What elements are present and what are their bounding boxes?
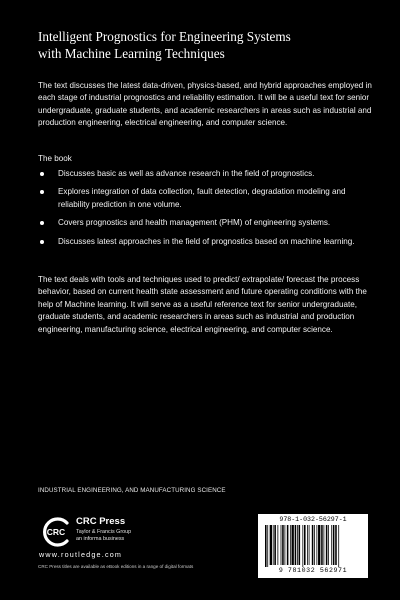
bullet-dot-icon — [40, 240, 44, 244]
bullet-text: Discusses basic as well as advance research in the field of prognostics. — [58, 169, 315, 178]
book-title-line-2: with Machine Learning Techniques — [38, 46, 225, 61]
publisher-group: Taylor & Francis Group — [76, 529, 132, 535]
book-title-line-1: Intelligent Prognostics for Engineering Systems — [38, 29, 291, 44]
book-title — [38, 28, 378, 62]
crc-logo-text: CRC — [46, 527, 66, 537]
bullet-item — [38, 168, 378, 180]
barcode-bars — [264, 525, 362, 567]
publisher-name: CRC Press — [76, 516, 126, 527]
bullet-text: Discusses latest approaches in the field of prognostics based on machine learning. — [58, 236, 355, 246]
lead-text: The book — [38, 154, 72, 163]
ebook-note: CRC Press titles are available as eBook editions in a range of digital formats — [38, 564, 194, 569]
crc-logo-icon — [40, 516, 72, 548]
bullet-item — [38, 236, 378, 248]
bullet-text: Covers prognostics and health management (PHM) of engineering systems. — [58, 218, 331, 228]
bullet-dot-icon — [40, 190, 44, 194]
series-name: INDUSTRIAL ENGINEERING, AND MANUFACTURING SCIENCE — [38, 487, 226, 494]
bullet-dot-icon — [40, 221, 44, 225]
bullet-item — [38, 217, 378, 229]
intro-paragraph: The text discusses the latest data-driven, physics-based, and hybrid approaches employed in each stage of industrial prognostics and reliability estimation. It will be a useful text for senior undergraduate, graduate students, and academic researchers in areas such as industrial and production engineering, electrical engineering, and computer science. — [38, 81, 372, 128]
bullet-text: Explores integration of data collection, fault detection, degradation modeling and reliability prediction in one volume. — [58, 187, 346, 209]
bullet-list — [38, 168, 378, 254]
isbn-number: 978-1-032-56297-1 — [279, 516, 347, 523]
publisher-business: an informa business — [76, 536, 125, 542]
isbn-ean-digits: 9 781032 562971 — [278, 567, 348, 574]
bullet-dot-icon — [40, 172, 44, 176]
isbn-barcode — [258, 514, 368, 578]
bullet-item — [38, 186, 378, 211]
publisher-website: www.routledge.com — [39, 550, 123, 559]
closing-paragraph: The text deals with tools and techniques used to predict/ extrapolate/ forecast the process behavior, based on current health state assessment and future operating conditions with the help of Machine learning. It will serve as a useful reference text for senior undergraduate, graduate students, and academic researchers in areas such as industrial and production engineering, manufacturing science, electrical engineering, and computer science. — [38, 275, 367, 334]
